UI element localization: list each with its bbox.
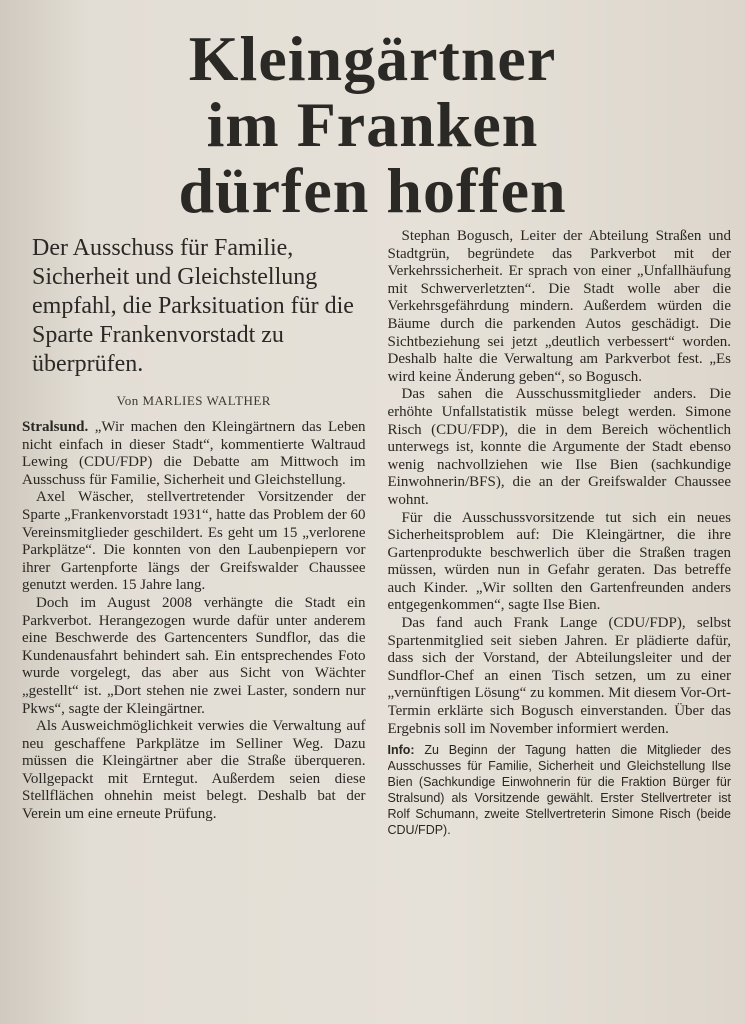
body-paragraph: Axel Wäscher, stellvertretender Vorsitzender der Sparte „Frankenvorstadt 1931“, hatte das Problem der 60 Vereinsmitglieder geschildert. Es geht um 15 „verlorene Parkplätze“. Die konnten von den Laubenpiepern vor ihrer Gartenpforte längs der Greifswalder Chaussee genutzt werden. 15 Jahre lang.	[22, 489, 366, 594]
article-columns	[22, 228, 731, 1024]
body-paragraph: Stephan Bogusch, Leiter der Abteilung Straßen und Stadtgrün, begründete das Parkverbot mit der Verkehrssicherheit. Er sprach von einer „Unfallhäufung mit Schwerverletzten“. Die Stadt wolle aber die Verkehrsgefährdung mindern. Außerdem würden die Bäume durch die parkenden Autos geschädigt. Die Sichtbeziehung sei jetzt „deutlich verbessert“ worden. Deshalb halte die Verwaltung am Parkverbot fest. „Es wird keine Änderung geben“, so Bogusch.	[387, 228, 731, 385]
body-paragraph: Als Ausweichmöglichkeit verwies die Verwaltung auf neu geschaffene Parkplätze im Selliner Weg. Dazu müssen die Kleingärtner aber die Straße überqueren. Vollgepackt mit Erntegut. Außerdem seien diese Stellflächen ohnehin meist belegt. Deshalb bat der Verein um eine erneute Prüfung.	[22, 718, 366, 823]
body-paragraph: Das sahen die Ausschussmitglieder anders. Die erhöhte Unfallstatistik müsse belegt werden. Simone Risch (CDU/FDP), die in dem Bereich wöchentlich unterwegs ist, konnte die Argumente der Stadt ebenso wenig nachvollziehen wie Ilse Bien (sachkundige Einwohnerin/BFS), die an der Greifswalder Chaussee wohnt.	[387, 386, 731, 508]
body-paragraph: Das fand auch Frank Lange (CDU/FDP), selbst Spartenmitglied seit sieben Jahren. Er plädierte dafür, dass sich der Vorstand, der Abteilungsleiter und der Sundflor-Chef an einen Tisch setzen, um zu einer „vernünftigen Lösung“ zu kommen. Mit diesem Vor-Ort-Termin erklärte sich Bogusch einverstanden. Über das Ergebnis soll im November informiert werden.	[387, 615, 731, 737]
headline-line-1: Kleingärtner	[188, 23, 557, 94]
dateline: Stralsund.	[22, 419, 89, 435]
info-text: Zu Beginn der Tagung hatten die Mitglieder des Ausschusses für Familie, Sicherheit und Gleichstellung Ilse Bien (Sachkundige Einwohnerin für die Fraktion Bürger für Stralsund) als Vorsitzende gewählt. Erster Stellvertreter ist Rolf Schumann, zweite Stellvertreterin Simone Risch (beide CDU/FDP).	[387, 743, 731, 838]
info-box	[388, 742, 732, 838]
headline	[22, 23, 723, 226]
byline: Von MARLIES WALTHER	[116, 393, 271, 408]
lead-paragraph: Der Ausschuss für Familie, Sicherheit und Gleichstellung empfahl, die Parksituation für die Sparte Frankenvorstadt zu überprüfen.	[32, 235, 354, 377]
column-left	[22, 228, 366, 1024]
article-body-right	[388, 228, 732, 738]
column-right	[388, 228, 732, 1024]
headline-line-2: im Franken	[206, 89, 539, 160]
article-body-left	[22, 419, 366, 824]
body-paragraph: Für die Ausschussvorsitzende tut sich ein neues Sicherheitsproblem auf: Die Kleingärtner, die ihre Gartenprodukte beschwerlich über die Straßen tragen müssen, würden nun in Gefahr geraten. Das betreffe auch Kinder. „Wir sollten den Gartenfreunden anders entgegenkommen“, sagte Ilse Bien.	[387, 509, 731, 614]
body-paragraph: Doch im August 2008 verhängte die Stadt ein Parkverbot. Herangezogen wurde dafür unter anderem eine Beschwerde des Gartencenters Sundflor, das die Kundenausfahrt behindert sah. Ein entsprechendes Foto wurde vorgelegt, das aber aus Sicht von Wächter „gestellt“ ist. „Dort stehen nie zwei Laster, sondern nur Pkws“, sagte der Kleingärtner.	[22, 594, 366, 717]
headline-line-3: dürfen hoffen	[178, 155, 567, 226]
body-paragraph: Stralsund. „Wir machen den Kleingärtnern das Leben nicht einfach in dieser Stadt“, kommentierte Waltraud Lewing (CDU/FDP) die Debatte am Mittwoch im Ausschuss für Familie, Sicherheit und Gleichstellung.	[22, 419, 366, 488]
info-label: Info:	[387, 743, 415, 758]
